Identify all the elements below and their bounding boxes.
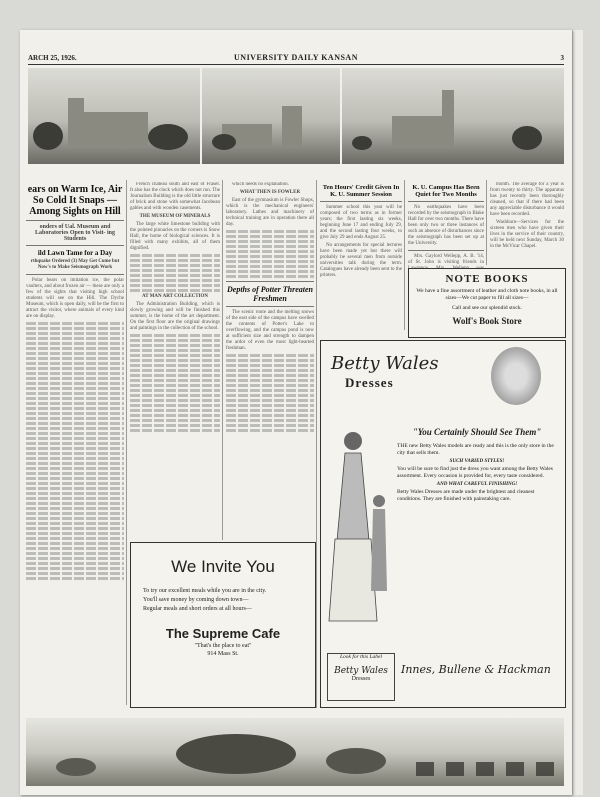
col1-deck-1: onders of Ual. Museum and Laboratories Open to Visit- ing Students bbox=[34, 224, 115, 242]
col3-headline: Depths of Potter Threaten Freshmen bbox=[227, 285, 313, 303]
column-6 bbox=[490, 182, 564, 266]
col3-body-3: The scenic route and the melting snows of the east side of the campus have swelled the contents of Potter's Lake to overflowing, and the campus pond is now at sufficient size and strength to dampen the ardor of even the most light-hearted freshman. bbox=[226, 310, 314, 351]
betty-wales-copy bbox=[397, 427, 557, 503]
paper-title: UNIVERSITY DAILY KANSAN bbox=[234, 53, 358, 62]
newspaper-page bbox=[20, 30, 572, 795]
col1-headline: ears on Warm Ice, Air So Cold It Snaps — Among Sights on Hill bbox=[27, 184, 123, 217]
campus-photo-left bbox=[28, 68, 200, 164]
note-books-line-1: We have a fine assortment of leather and cloth note books, in all sizes—We cut paper to fill all sizes— bbox=[416, 288, 558, 301]
look-for-label-box bbox=[327, 653, 395, 701]
cafe-line-2: You'll save money by coming down town— bbox=[143, 597, 249, 603]
campus-photo-middle bbox=[202, 68, 340, 164]
col6-body-2: Washburn—Services for the sixteen men who have given their lives in the service of their country, will be held next Sunday, March 30 in the McVicar Chapel. bbox=[490, 220, 564, 249]
betty-wales-section-2: AND WHAT CAREFUL FINISHING! bbox=[436, 482, 518, 487]
col1-deck-2: ild Lawn Tame for a Day bbox=[37, 249, 113, 257]
col4-headline: Ten Hours' Credit Given In K. U. Summer Session bbox=[322, 184, 400, 198]
page-number: 3 bbox=[560, 54, 564, 62]
col2-section-1: THE MUSEUM OF MINERALS bbox=[139, 214, 211, 219]
col5-headline: K. U. Campus Has Been Quiet for Two Months bbox=[412, 184, 480, 198]
col2-section-2: AT MAN ART COLLECTION bbox=[141, 294, 209, 299]
col3-body-1: which needs no explanation. bbox=[232, 182, 289, 187]
dress-illustration bbox=[323, 411, 387, 641]
betty-wales-tagline: "You Certainly Should See Them" bbox=[412, 427, 542, 437]
note-books-line-2: Call and see our splendid stock. bbox=[452, 305, 522, 311]
betty-wales-product: Dresses bbox=[345, 375, 394, 390]
portrait-illustration bbox=[491, 347, 541, 405]
col3-section: WHAT THEN IS FOWLER bbox=[239, 190, 301, 195]
col3-body-2: East of the gymnasium is Fowler Shops, which is the mechanical engineers' laboratory. Lathes and machinery of technical training are in operation there all day. bbox=[226, 198, 314, 227]
supreme-cafe-ad bbox=[130, 542, 316, 708]
campus-photo-right bbox=[342, 68, 564, 164]
note-books-store: Wolf's Book Store bbox=[452, 316, 522, 326]
cafe-line-1: To try our excellent meals while you are in the city. bbox=[143, 588, 267, 594]
col5-body-1: No earthquakes have been recorded by the seismograph in Blake Hall for over two months. There have been only two or three instances of such an absence of disturbances since the seismograph has been set up at the University. bbox=[408, 205, 484, 246]
column-4 bbox=[320, 182, 402, 332]
betty-wales-ad bbox=[320, 340, 566, 708]
betty-wales-body-1: THE new Betty Wales models are ready and this is the only store in the city that sells them. bbox=[397, 443, 554, 456]
betty-wales-store: Innes, Bullene & Hackman bbox=[401, 663, 551, 676]
cafe-headline: We Invite You bbox=[171, 557, 275, 576]
label-product: Dresses bbox=[351, 676, 371, 682]
col4-body-2: No arrangements for special lectures have been made yet but there will probably be several men from outside universities talk during the term. Catalogues have already been sent to the printers. bbox=[320, 243, 402, 278]
cafe-slogan: "That's the place to eat" bbox=[194, 643, 252, 649]
col2-body-2: The large white limestone building with the pointed pinnacles on the corners is Snow Hall, the home of biological sciences. It is filled with many exhibits, all of them dignified. bbox=[130, 222, 220, 251]
col2-body-1: French chateau south and east of Fraser. It also has the clock which does not run. The Journalism Building is the old little structure of brick and stone with somewhat Jacobean gables and with wooden casements. bbox=[130, 182, 220, 211]
cafe-line-3: Regular meals and short orders at all hours— bbox=[143, 606, 252, 612]
label-brand: Betty Wales bbox=[334, 666, 388, 676]
column-1 bbox=[26, 182, 124, 704]
col5-body-2: Mrs. Gaylord Wellepp, A. B. '14, of St. John is visiting friends in bbox=[408, 254, 484, 265]
col1-deck-3: rthquake Ordered (3) May Get Come but Now's to Make Seismograph Work bbox=[30, 259, 120, 270]
adjacent-page-edge bbox=[572, 30, 583, 795]
column-3 bbox=[226, 182, 314, 540]
column-2 bbox=[130, 182, 220, 540]
betty-wales-brand: Betty Wales bbox=[331, 353, 439, 374]
campus-landscape-photo bbox=[26, 718, 564, 786]
masthead bbox=[28, 52, 564, 65]
label-prompt: Look for this Label bbox=[339, 654, 383, 660]
cafe-name: The Supreme Cafe bbox=[165, 626, 281, 641]
betty-wales-section-1: SUCH VARIED STYLES! bbox=[449, 459, 505, 464]
col2-body-3: The Administration Building, which is slowly growing and will be finished this summer, is the home of the art department. On the first floor are the original drawings and paintings in the collection of the school. bbox=[130, 302, 220, 331]
col4-body-1: Summer school this year will be composed of two terms as in former years; the first lasting six weeks, beginning June 17 and ending July 29, and the second lasting four weeks, to give July 29 and ends August 25. bbox=[320, 205, 402, 240]
issue-date: ARCH 25, 1926. bbox=[28, 54, 77, 62]
col6-body-1: month. The average for a year is from twenty to thirty. The apparatus has just recently been thoroughly cleaned, so that if there had been any appreciable disturbance it would have been recorded. bbox=[490, 182, 564, 217]
note-books-title: NOTE BOOKS bbox=[445, 273, 529, 285]
cafe-address: 914 Mass St. bbox=[207, 651, 239, 657]
col1-body: Polar bears on imitation ice, the polar vaulters, and about frozen air — these are only a few of the sights that visiting high school students will see on the Hill. The Dyche Museum, which is open daily, will be the first to attract the visitor, where animals of every kind are on display. bbox=[26, 278, 124, 319]
betty-wales-body-3: Betty Wales Dresses are made under the brightest and cleanest conditions. They are finished with painstaking care. bbox=[397, 489, 535, 502]
betty-wales-body-2: You will be sure to find just the dress you want among the Betty Wales assortment. Every occasion is provided for, every taste considered. bbox=[397, 466, 553, 479]
note-books-ad bbox=[408, 268, 566, 338]
betty-wales-brand-wordmark bbox=[331, 353, 439, 374]
